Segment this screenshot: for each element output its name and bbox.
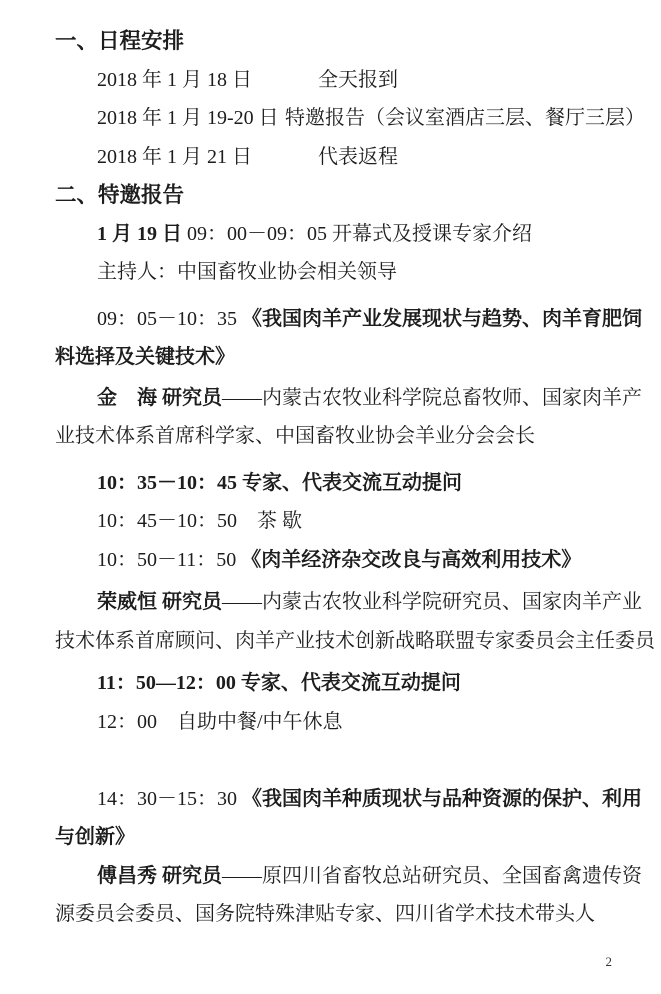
talk-title: 《我国肉羊种质现状与品种资源的保护、利用	[242, 787, 642, 810]
heading-text: 一、日程安排	[55, 28, 185, 53]
speaker-bio: ——原四川省畜牧总站研究员、全国畜禽遗传资	[222, 864, 642, 887]
speaker-name: 金 海 研究员	[97, 386, 222, 409]
program-line	[55, 857, 645, 896]
speaker-bio: ——内蒙古农牧业科学院研究员、国家肉羊产业	[222, 591, 642, 614]
program-line	[55, 541, 645, 580]
speaker-bio: 技术体系首席顾问、肉羊产业技术创新战略联盟专家委员会主任委员	[55, 629, 655, 652]
speaker-bio: 业技术体系首席科学家、中国畜牧业协会羊业分会会长	[55, 425, 535, 448]
program-line	[55, 895, 645, 934]
line-text: 10：35－10：45 专家、代表交流互动提问	[97, 471, 462, 494]
program-line	[55, 464, 645, 503]
schedule-row	[55, 138, 645, 177]
program-line	[55, 379, 645, 418]
program-line	[55, 417, 645, 456]
talk-title: 与创新》	[55, 826, 135, 849]
date-label: 1 月 19 日	[97, 222, 182, 245]
line-text: 09：00－09：05 开幕式及授课专家介绍	[182, 222, 532, 245]
schedule-date: 2018 年 1 月 19-20 日	[97, 107, 279, 130]
program-line	[55, 300, 645, 339]
schedule-date: 2018 年 1 月 21 日	[97, 145, 252, 168]
blank-line	[55, 741, 645, 780]
line-text: 12：00 自助中餐/中午休息	[97, 710, 343, 733]
schedule-row	[55, 99, 645, 138]
speaker-name: 荣威恒 研究员	[97, 591, 222, 614]
section-heading-schedule	[55, 22, 645, 61]
program-line	[55, 502, 645, 541]
section-heading-reports	[55, 176, 645, 215]
speaker-name: 傅昌秀 研究员	[97, 864, 222, 887]
time-label: 10：50－11：50	[97, 548, 242, 571]
program-line	[55, 253, 645, 292]
speaker-bio: 源委员会委员、国务院特殊津贴专家、四川省学术技术带头人	[55, 903, 595, 926]
schedule-date: 2018 年 1 月 18 日	[97, 68, 252, 91]
document-content	[55, 22, 655, 934]
talk-title: 《我国肉羊产业发展现状与趋势、肉羊育肥饲	[242, 307, 642, 330]
program-line	[55, 664, 645, 703]
program-line	[55, 583, 645, 622]
schedule-activity: 代表返程	[318, 145, 398, 168]
schedule-row	[55, 61, 645, 100]
talk-title: 料选择及关键技术》	[55, 346, 235, 369]
program-line	[55, 703, 645, 742]
schedule-activity: 全天报到	[318, 68, 398, 91]
time-label: 14：30－15：30	[97, 787, 242, 810]
program-line	[55, 818, 645, 857]
schedule-activity: 特邀报告（会议室酒店三层、餐厅三层）	[285, 107, 645, 130]
line-text: 主持人：中国畜牧业协会相关领导	[97, 261, 397, 284]
line-text: 11：50—12：00 专家、代表交流互动提问	[97, 672, 461, 695]
page-number: 2	[605, 954, 612, 969]
time-label: 09：05－10：35	[97, 307, 242, 330]
program-line	[55, 215, 645, 254]
heading-text: 二、特邀报告	[55, 182, 185, 207]
program-line	[55, 780, 645, 819]
line-text: 10：45－10：50 茶 歇	[97, 510, 302, 533]
speaker-bio: ——内蒙古农牧业科学院总畜牧师、国家肉羊产	[222, 386, 642, 409]
program-line	[55, 338, 645, 377]
program-line	[55, 622, 655, 661]
talk-title: 《肉羊经济杂交改良与高效利用技术》	[241, 548, 582, 571]
